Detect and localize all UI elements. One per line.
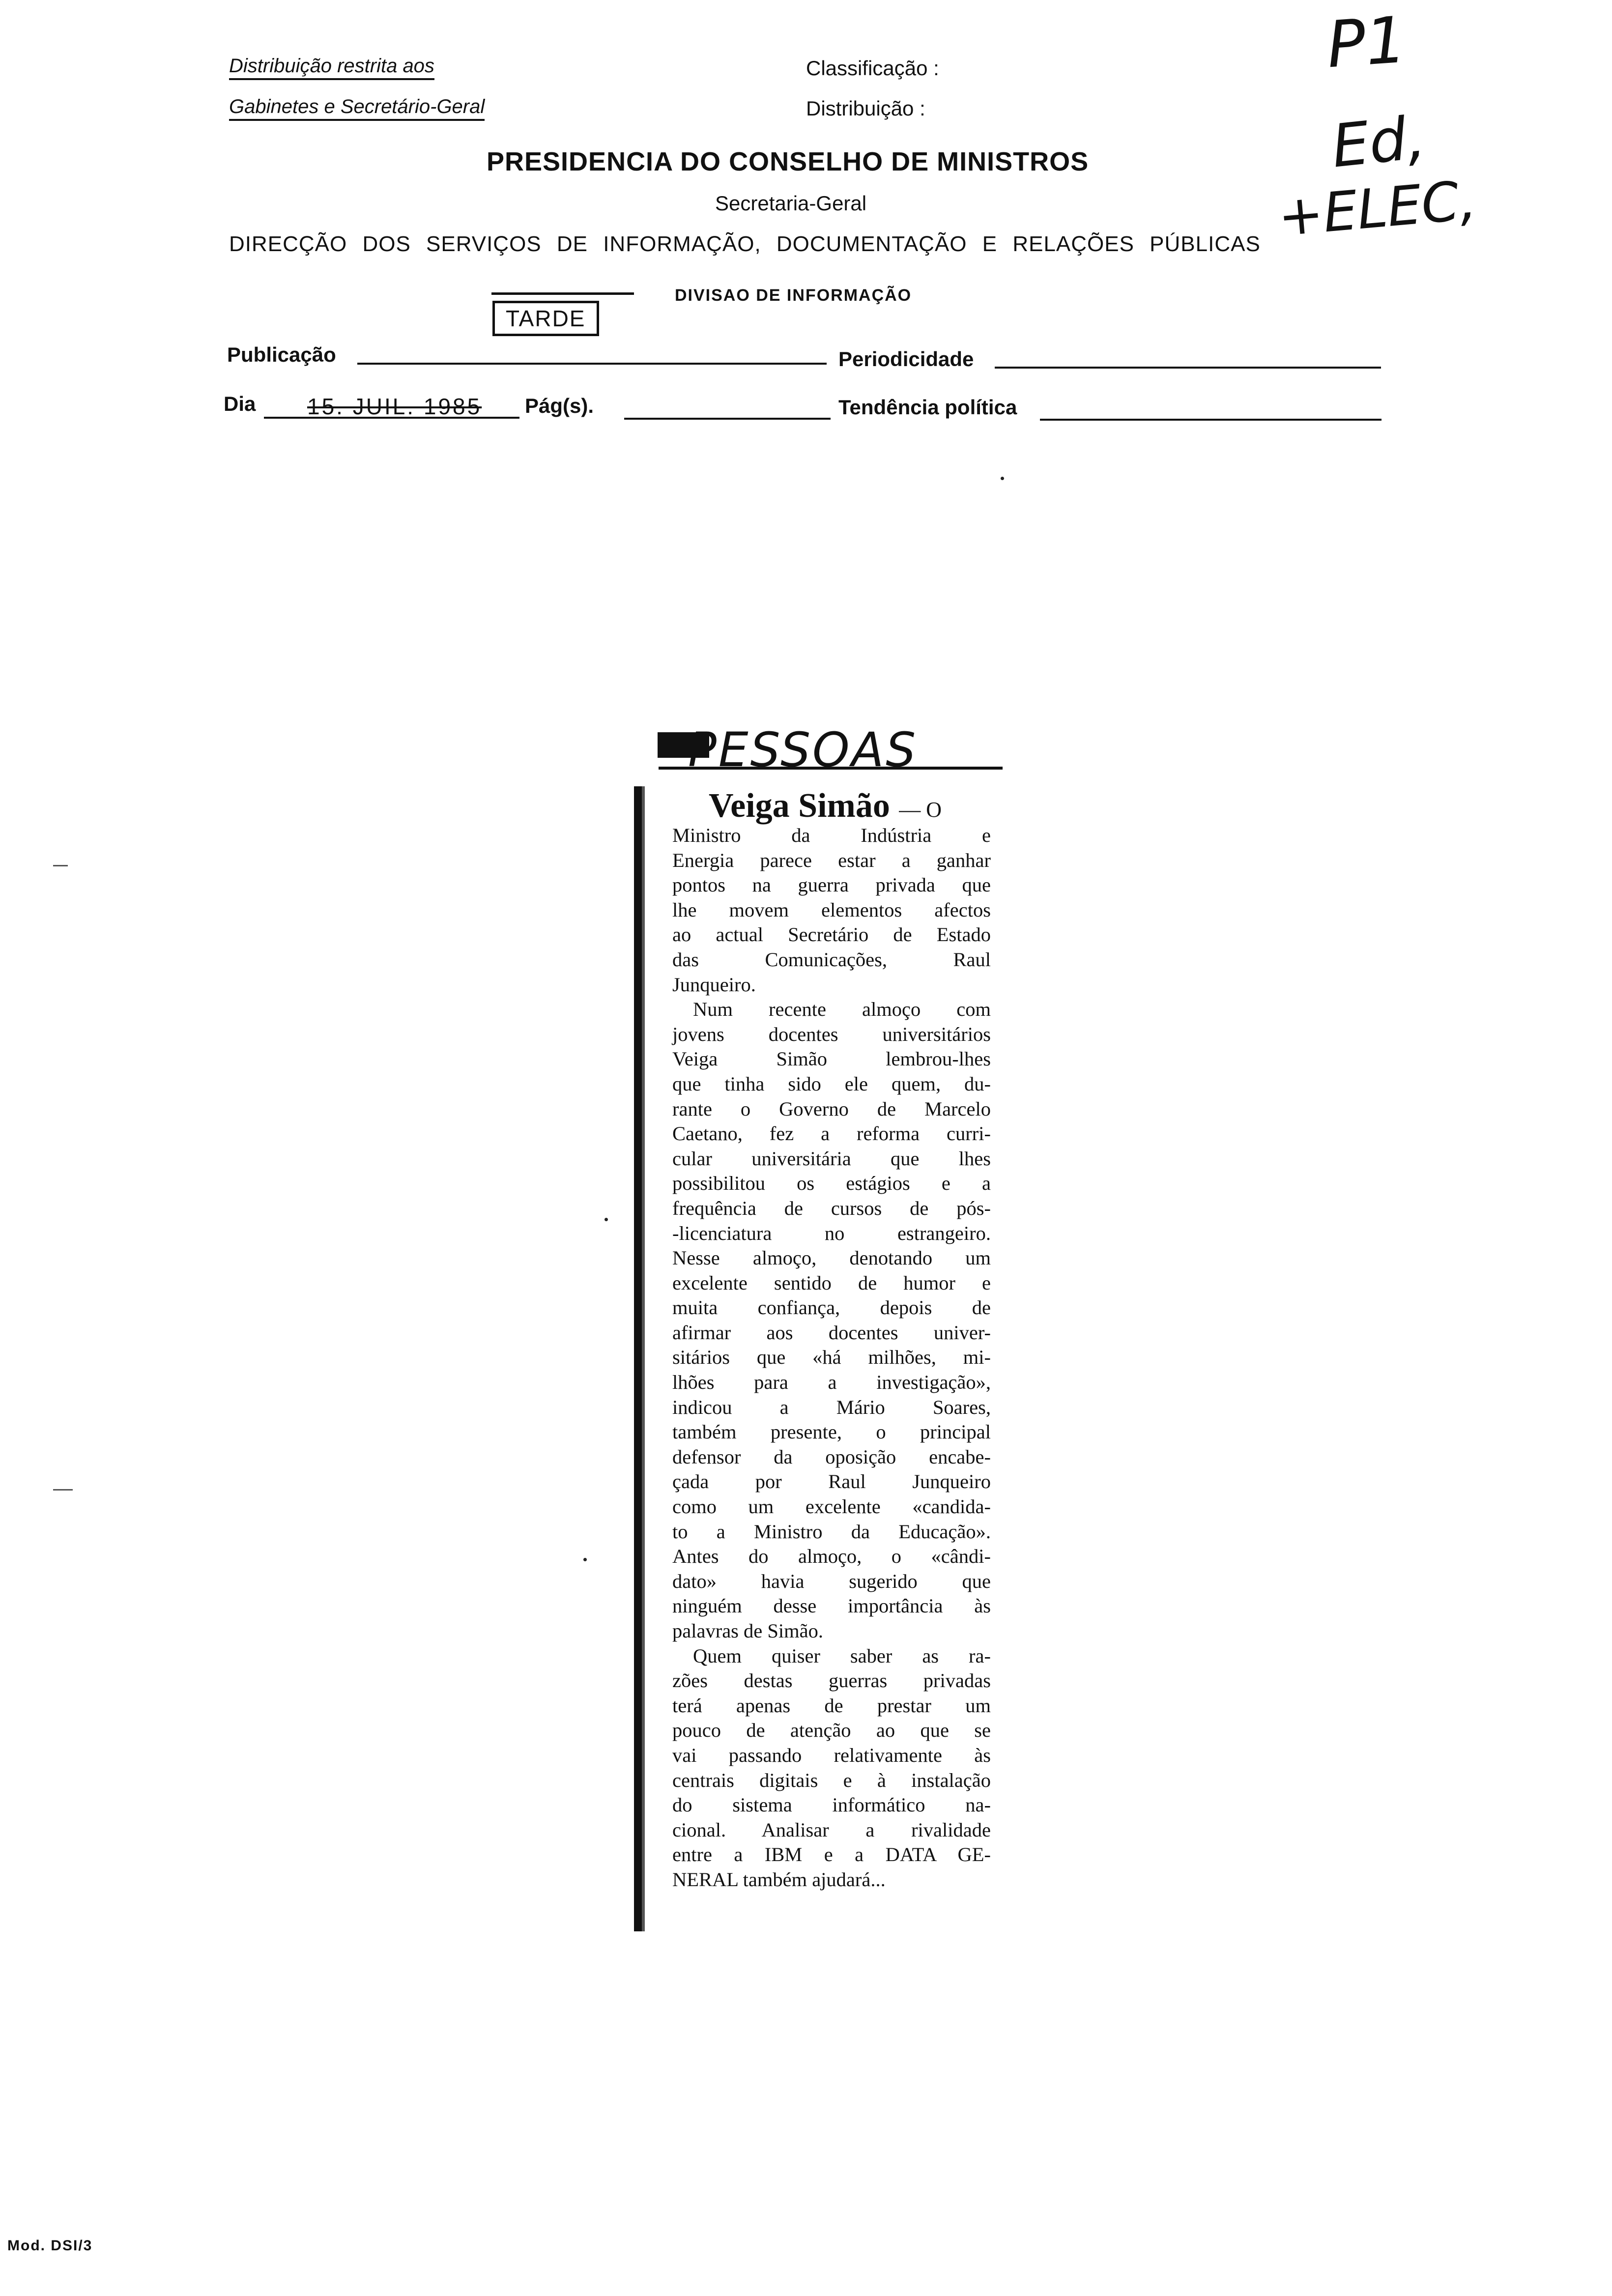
clipping-line: to a Ministro da Educação». <box>672 1520 991 1543</box>
clipping-head-name: Veiga Simão <box>709 787 890 825</box>
clipping-line: muita confiança, depois de <box>672 1296 991 1319</box>
clipping-line: entre a IBM e a DATA GE- <box>672 1843 991 1866</box>
clipping-line: que tinha sido ele quem, du- <box>672 1072 991 1095</box>
handwritten-note-elec: +ELEC, <box>1275 168 1479 249</box>
classificacao-label: Classificação : <box>806 57 939 80</box>
directorate-line: DIRECÇÃO DOS SERVIÇOS DE INFORMAÇÃO, DOCUMENTAÇÃO E RELAÇÕES PÚBLICAS <box>229 232 1261 256</box>
clipping-line: NERAL também ajudará... <box>672 1868 886 1891</box>
tendencia-line <box>1040 419 1382 421</box>
clipping-line: pontos na guerra privada que <box>672 874 991 896</box>
clipping-line: -licenciatura no estrangeiro. <box>672 1222 991 1244</box>
clipping-left-border-shade <box>642 786 645 1931</box>
clipping-headline <box>709 786 942 826</box>
clipping-line: Nesse almoço, denotando um <box>672 1247 991 1269</box>
clipping-line: vai passando relativamente às <box>672 1744 991 1766</box>
clipping-line: excelente sentido de humor e <box>672 1271 991 1294</box>
publicacao-line <box>357 363 827 365</box>
clipping-line: pouco de atenção ao que se <box>672 1719 991 1742</box>
clipping-line: Energia parece estar a ganhar <box>672 849 991 871</box>
clipping-line: Antes do almoço, o «cândi- <box>672 1545 991 1568</box>
clipping-line: cional. Analisar a rivalidade <box>672 1818 991 1841</box>
clipping-line: das Comunicações, Raul <box>672 948 991 971</box>
clipping-line: defensor da oposição encabe- <box>672 1445 991 1468</box>
distribuicao-label: Distribuição : <box>806 97 925 120</box>
clipping-line: Quem quiser saber as ra- <box>693 1644 991 1667</box>
tendencia-label: Tendência política <box>838 396 1017 419</box>
dia-label: Dia <box>224 392 256 415</box>
scan-speck <box>604 1218 608 1221</box>
clipping-line: afirmar aos docentes univer- <box>672 1321 991 1344</box>
clipping-line: ao actual Secretário de Estado <box>672 923 991 946</box>
tarde-stamp: TARDE <box>492 301 599 336</box>
clipping-line: frequência de cursos de pós- <box>672 1197 991 1219</box>
clipping-line: rante o Governo de Marcelo <box>672 1097 991 1120</box>
clipping-line: do sistema informático na- <box>672 1794 991 1816</box>
clipping-line: dato» havia sugerido que <box>672 1570 991 1592</box>
clipping-line: palavras de Simão. <box>672 1620 824 1642</box>
clipping-line: Veiga Simão lembrou-lhes <box>672 1048 991 1070</box>
scan-mark <box>53 865 68 866</box>
clipping-line: terá apenas de prestar um <box>672 1694 991 1717</box>
clipping-line: Ministro da Indústria e <box>672 824 991 846</box>
division-label: DIVISAO DE INFORMAÇÃO <box>675 286 912 305</box>
periodicidade-label: Periodicidade <box>838 347 974 371</box>
clipping-body <box>672 823 991 1893</box>
pags-label: Pág(s). <box>525 394 594 417</box>
clipping-line: zões destas guerras privadas <box>672 1669 991 1692</box>
periodicidade-line <box>995 367 1381 369</box>
clipping-head-dash: — O <box>899 798 942 822</box>
clipping-line: sitários que «há milhões, mi- <box>672 1346 991 1369</box>
publicacao-label: Publicação <box>227 343 336 366</box>
pags-line <box>624 418 831 420</box>
scan-speck <box>583 1558 587 1561</box>
clipping-line: também presente, o principal <box>672 1421 991 1443</box>
stamp-top-rule <box>491 292 634 295</box>
clipping-line: çada por Raul Junqueiro <box>672 1470 991 1493</box>
page-title: PRESIDENCIA DO CONSELHO DE MINISTROS <box>487 147 1089 176</box>
restriction-line-2: Gabinetes e Secretário-Geral <box>229 96 485 121</box>
clipping-line: cular universitária que lhes <box>672 1147 991 1170</box>
date-stamp: 15. JUIL. 1985 <box>307 394 482 419</box>
scan-mark <box>53 1489 73 1491</box>
clipping-line: lhe movem elementos afectos <box>672 898 991 921</box>
clipping-line: Caetano, fez a reforma curri- <box>672 1122 991 1145</box>
clipping-line: indicou a Mário Soares, <box>672 1396 991 1418</box>
page-subtitle: Secretaria-Geral <box>715 192 867 215</box>
clipping-line: como um excelente «candida- <box>672 1495 991 1518</box>
clipping-left-border <box>634 786 642 1931</box>
restriction-line-1: Distribuição restrita aos <box>229 55 434 80</box>
clipping-line: ninguém desse importância às <box>672 1595 991 1617</box>
clipping-handwritten-header: PESSOAS <box>688 722 918 777</box>
handwritten-note-ed: Ed, <box>1328 103 1429 181</box>
clipping-header-rule <box>659 767 1003 770</box>
clipping-line: Junqueiro. <box>672 973 756 996</box>
clipping-line: centrais digitais e à instalação <box>672 1769 991 1791</box>
form-model-code: Mod. DSI/3 <box>7 2238 93 2254</box>
clipping-line: jovens docentes universitários <box>672 1023 991 1045</box>
scan-speck <box>1001 477 1004 480</box>
clipping-line: Num recente almoço com <box>693 998 991 1021</box>
handwritten-note-p1: P1 <box>1324 2 1409 83</box>
clipping-line: possibilitou os estágios e a <box>672 1172 991 1195</box>
clipping-line: lhões para a investigação», <box>672 1371 991 1394</box>
